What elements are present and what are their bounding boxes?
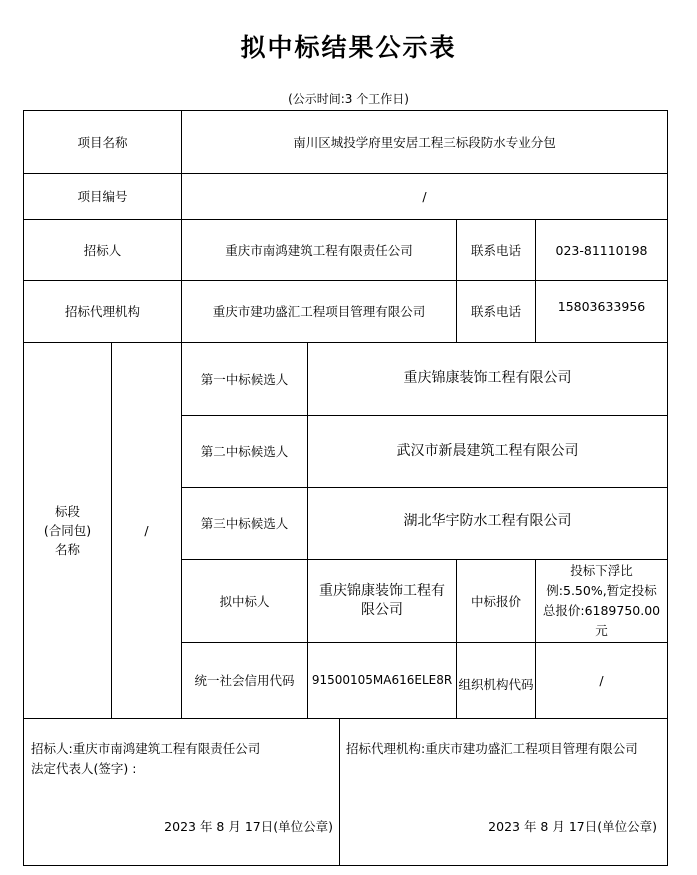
agency-phone: 15803633956 bbox=[535, 280, 668, 343]
tenderer-signature-box bbox=[23, 718, 340, 866]
tenderer-statement: 招标人:重庆市南鸿建筑工程有限责任公司 bbox=[31, 741, 261, 756]
price-label: 中标报价 bbox=[456, 559, 536, 643]
project-no-label: 项目编号 bbox=[23, 173, 182, 220]
agency: 重庆市建功盛汇工程项目管理有限公司 bbox=[181, 280, 457, 343]
third-candidate-label: 第三中标候选人 bbox=[181, 487, 308, 560]
tenderer: 重庆市南鸿建筑工程有限责任公司 bbox=[181, 219, 457, 281]
lot-value: / bbox=[111, 342, 182, 719]
first-candidate: 重庆锦康装饰工程有限公司 bbox=[307, 342, 668, 416]
second-candidate: 武汉市新晨建筑工程有限公司 bbox=[307, 415, 668, 488]
agency-statement: 招标代理机构:重庆市建功盛汇工程项目管理有限公司 bbox=[346, 741, 638, 756]
lot-label-1: 标段 bbox=[54, 504, 80, 519]
page-title: 拟中标结果公示表 bbox=[240, 33, 457, 62]
legal-rep-signature: 法定代表人(签字) : bbox=[31, 761, 137, 776]
project-no: / bbox=[181, 173, 668, 220]
first-candidate-label: 第一中标候选人 bbox=[181, 342, 308, 416]
tenderer-phone-label: 联系电话 bbox=[456, 219, 536, 281]
agency-label: 招标代理机构 bbox=[23, 280, 182, 343]
lot-label-3: 名称 bbox=[54, 542, 80, 557]
third-candidate: 湖北华宇防水工程有限公司 bbox=[307, 487, 668, 560]
credit-code-label: 统一社会信用代码 bbox=[181, 642, 308, 719]
agency-date: 2023 年 8 月 17日(单位公章) bbox=[488, 819, 657, 834]
publicity-period: (公示时间:3 个工作日) bbox=[288, 92, 409, 106]
project-name: 南川区城投学府里安居工程三标段防水专业分包 bbox=[181, 110, 668, 174]
credit-code: 91500105MA616ELE8R bbox=[307, 642, 457, 719]
lot-label bbox=[23, 342, 112, 719]
org-code-label: 组织机构代码 bbox=[456, 642, 536, 719]
project-name-label: 项目名称 bbox=[23, 110, 182, 174]
winning-price: 投标下浮比例:5.50%,暂定投标总报价:6189750.00 元 bbox=[535, 559, 668, 643]
tenderer-label: 招标人 bbox=[23, 219, 182, 281]
agency-signature-box bbox=[339, 718, 668, 866]
second-candidate-label: 第二中标候选人 bbox=[181, 415, 308, 488]
agency-phone-label: 联系电话 bbox=[456, 280, 536, 343]
lot-label-2: (合同包) bbox=[43, 523, 92, 538]
tenderer-phone: 023-81110198 bbox=[535, 219, 668, 281]
winner-label: 拟中标人 bbox=[181, 559, 308, 643]
org-code: / bbox=[535, 642, 668, 719]
winner: 重庆锦康装饰工程有限公司 bbox=[307, 559, 457, 643]
tenderer-date: 2023 年 8 月 17日(单位公章) bbox=[164, 819, 333, 834]
